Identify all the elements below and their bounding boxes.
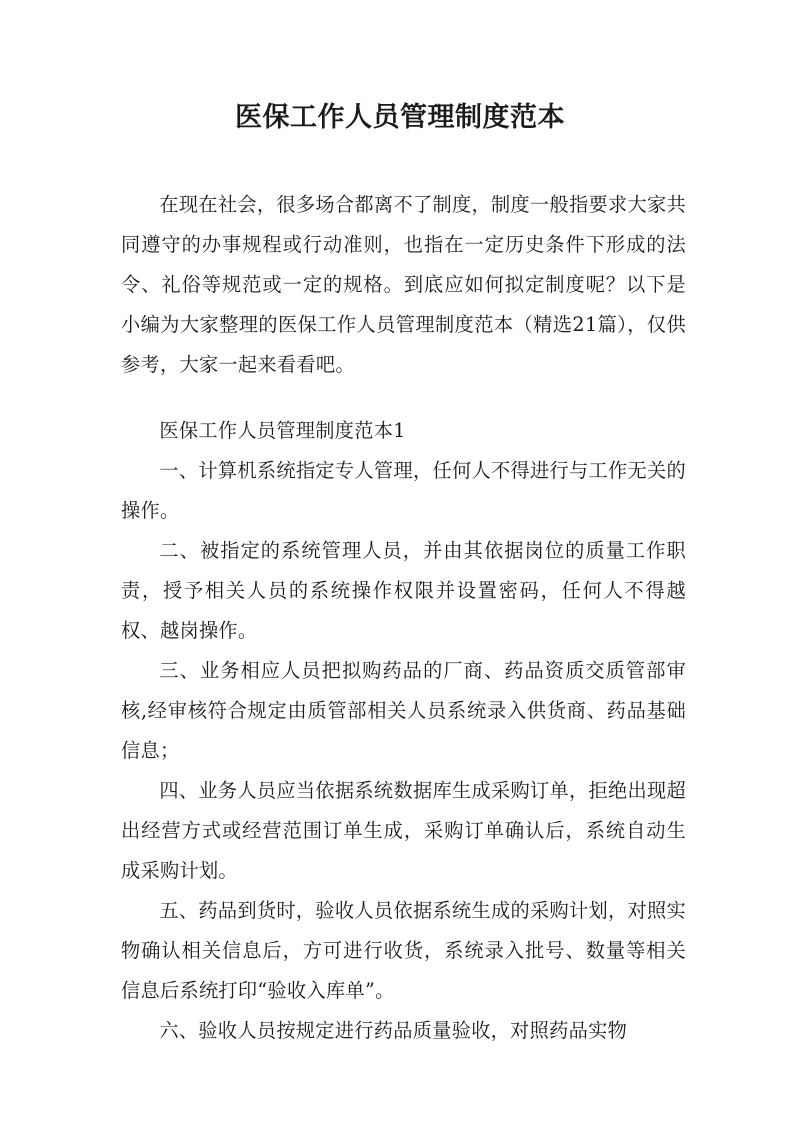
document-title: 医保工作人员管理制度范本 — [235, 102, 565, 133]
paragraph-4: 四、业务人员应当依据系统数据库生成采购订单，拒绝出现超出经营方式或经营范围订单生成，采购订单确认后，系统自动生成采购计划。 — [121, 779, 686, 882]
paragraph-6: 六、验收人员按规定进行药品质量验收，对照药品实物 — [159, 1019, 628, 1042]
paragraph-2: 二、被指定的系统管理人员，并由其依据岗位的质量工作职责，授予相关人员的系统操作权限并设置密码，任何人不得越权、越岗操作。 — [121, 539, 686, 642]
paragraph-3: 三、业务相应人员把拟购药品的厂商、药品资质交质管部审核,经审核符合规定由质管部相关人员系统录入供货商、药品基础信息； — [121, 659, 686, 762]
section-block — [121, 411, 686, 1051]
paragraph-1: 一、计算机系统指定专人管理，任何人不得进行与工作无关的操作。 — [121, 459, 686, 522]
section-heading: 医保工作人员管理制度范本1 — [159, 419, 406, 442]
intro-paragraph: 在现在社会，很多场合都离不了制度，制度一般指要求大家共同遵守的办事规程或行动准则，也指在一定历史条件下形成的法令、礼俗等规范或一定的规格。到底应如何拟定制度呢？以下是小编为大家整理的医保工作人员管理制度范本（精选21篇），仅供参考，大家一起来看看吧。 — [121, 193, 686, 376]
paragraph-5: 五、药品到货时，验收人员依据系统生成的采购计划，对照实物确认相关信息后，方可进行收货，系统录入批号、数量等相关信息后系统打印“验收入库单”。 — [121, 899, 686, 1002]
intro-block — [121, 185, 686, 385]
